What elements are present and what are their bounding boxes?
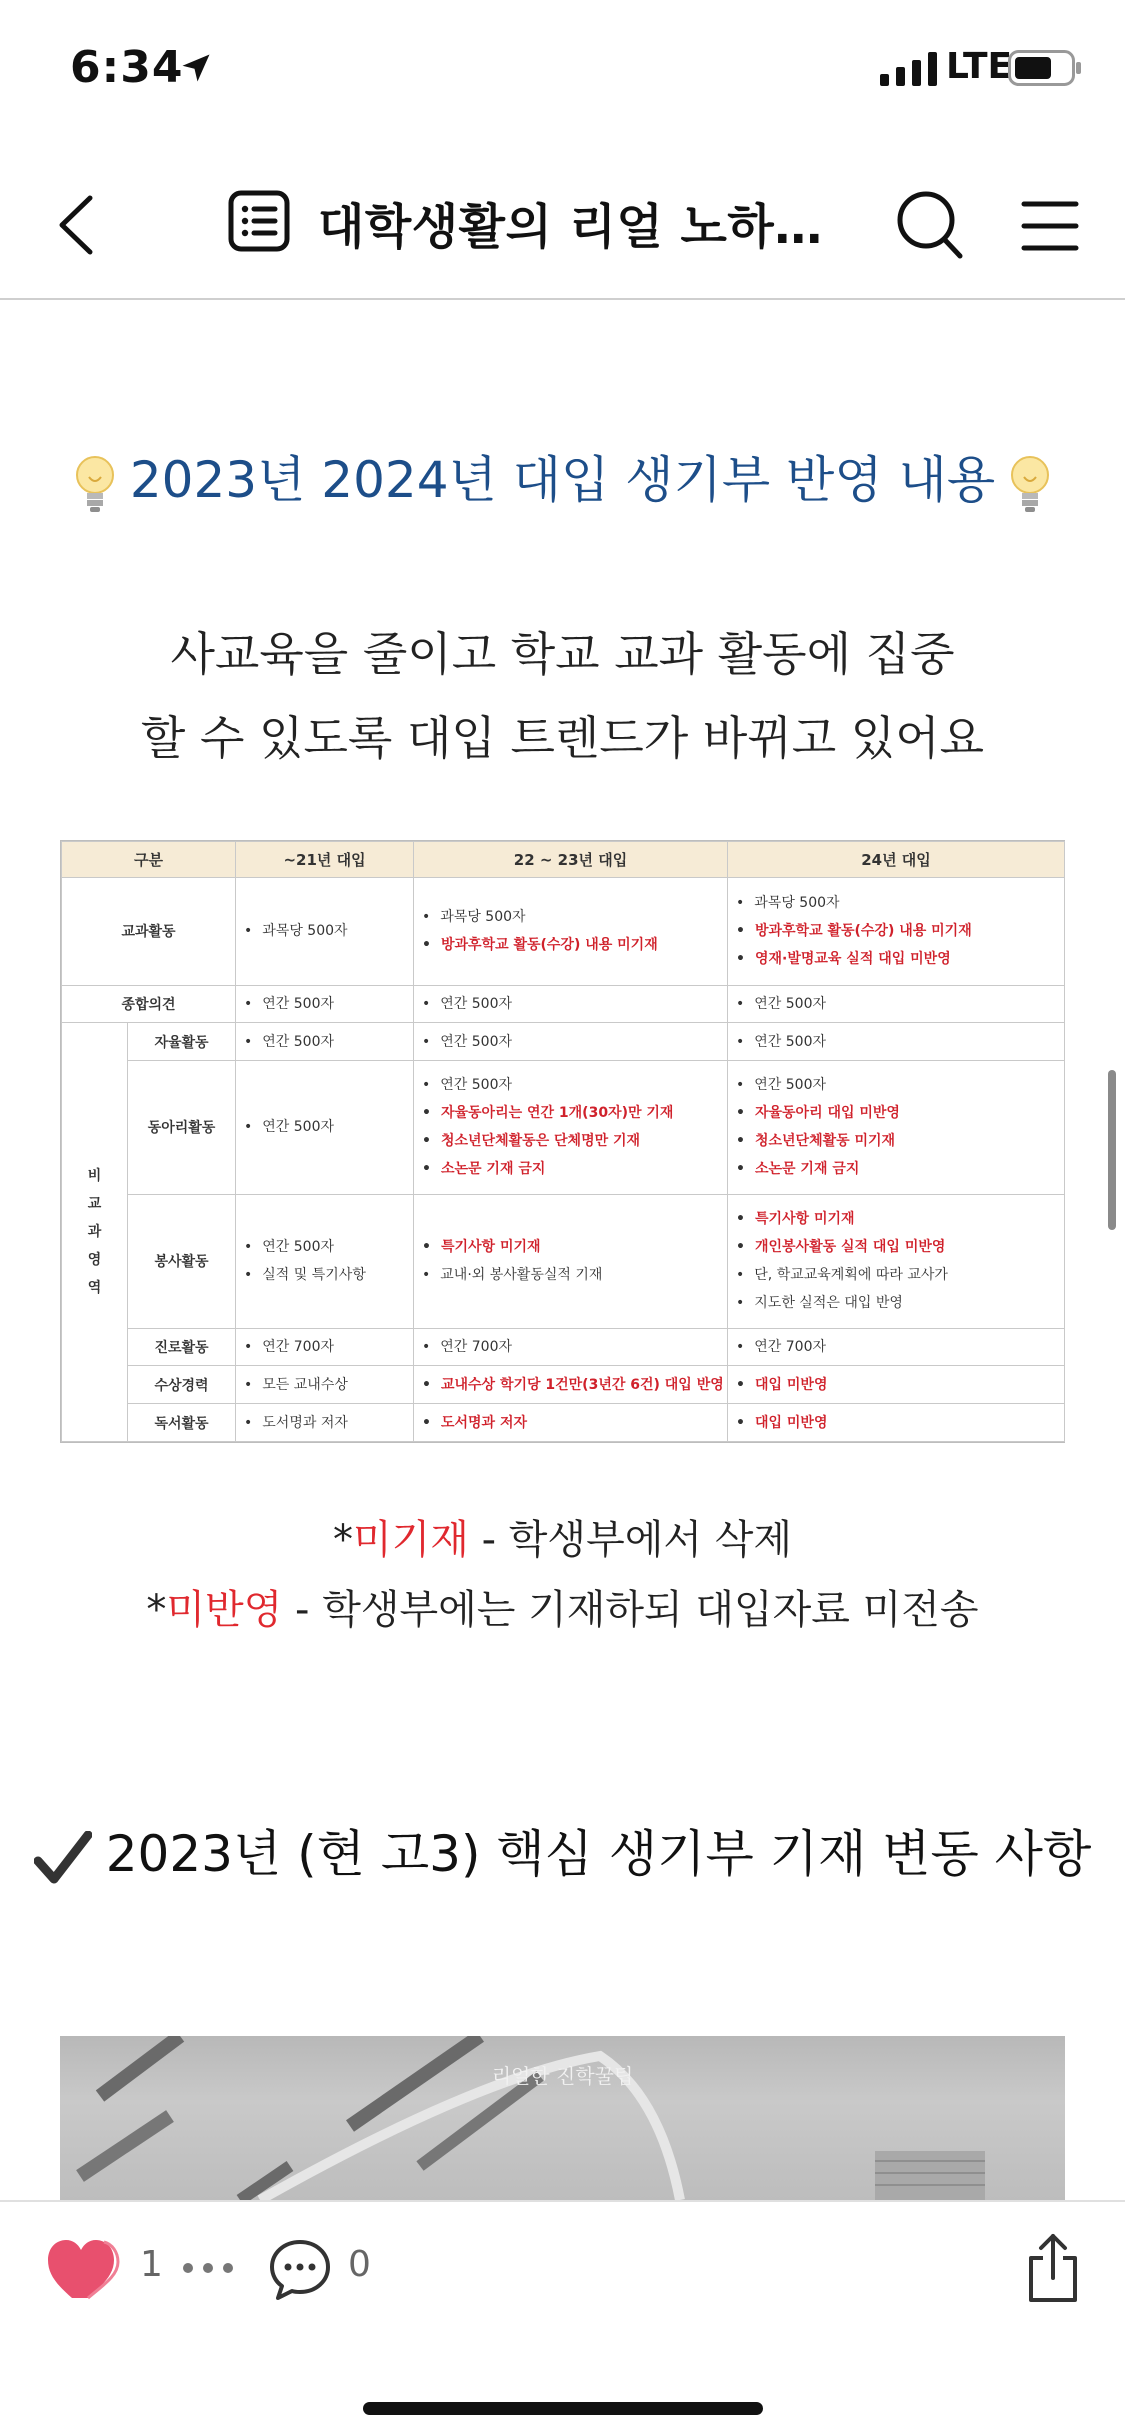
row-label: 진로활동 [128,1328,236,1366]
comment-count: 0 [348,2244,371,2285]
cell-bullet-item: • 소논문 기재 금지 [422,1155,719,1183]
cell-bullet-item: • 연간 500자 [244,1233,405,1261]
post-list-icon[interactable] [228,190,290,252]
table-cell [414,1328,728,1366]
intro-line-1: 사교육을 줄이고 학교 교과 활동에 집중 [170,627,955,681]
cell-bullet-item: • 방과후학교 활동(수강) 내용 미기재 [422,931,719,959]
table-cell [236,1366,414,1404]
cell-bullet-item: • 단, 학교교육계획에 따라 교사가 [736,1261,1056,1289]
cell-bullet-item: • 대입 미반영 [736,1371,1056,1399]
battery-icon [1008,50,1082,86]
table-row [62,1194,1065,1328]
note-prefix: * [146,1587,167,1633]
admission-comparison-table [60,840,1065,1443]
table-cell [236,985,414,1023]
cell-bullet-item: • 연간 700자 [422,1333,719,1361]
search-icon[interactable] [890,180,970,270]
note-term: 미반영 [166,1587,283,1633]
table-row [62,1404,1065,1442]
table-header: 22 ~ 23년 대입 [414,842,728,878]
more-dots-icon[interactable] [180,2260,236,2276]
table-header: 구분 [62,842,236,878]
back-chevron-icon[interactable] [48,180,108,270]
cell-bullet-item: • 소논문 기재 금지 [736,1155,1056,1183]
cell-bullet-item: • 개인봉사활동 실적 대입 미반영 [736,1233,1056,1261]
cell-bullet-item: • 특기사항 미기재 [422,1233,719,1261]
heading1-text: 2023년 2024년 대입 생기부 반영 내용 [129,451,996,509]
cell-bullet-item: • 실적 및 특기사항 [244,1261,405,1289]
table-cell [414,1366,728,1404]
table-cell [414,1023,728,1061]
table-cell [728,1366,1065,1404]
intro-line-2: 할 수 있도록 대입 트렌드가 바뀌고 있어요 [140,711,985,765]
table-cell [236,1404,414,1442]
cell-bullet-item: • 연간 500자 [244,1028,405,1056]
nav-title[interactable]: 대학생활의 리얼 노하… [318,199,823,255]
scrollbar[interactable] [1108,1070,1116,1230]
table-row [62,1328,1065,1366]
note-rest: - 학생부에는 기재하되 대입자료 미전송 [282,1587,979,1633]
section-heading-changes [0,1814,1125,1886]
cell-bullet-item: • 청소년단체활동 미기재 [736,1127,1056,1155]
cell-bullet-item: • 대입 미반영 [736,1409,1056,1437]
post-image[interactable] [60,2036,1065,2200]
note-term: 미기재 [353,1517,469,1563]
cell-bullet-item: • 자율동아리는 연간 1개(30자)만 기재 [422,1099,719,1127]
group-label-extracurricular: 비 교 과 영 역 [62,1023,128,1442]
cell-bullet-item: • 자율동아리 대입 미반영 [736,1099,1056,1127]
table-row [62,985,1065,1023]
table-cell [728,1194,1065,1328]
section-heading-admission [0,440,1125,515]
cell-bullet-item: • 특기사항 미기재 [736,1205,1056,1233]
cell-bullet-item: • 도서명과 저자 [422,1409,719,1437]
note-line [0,1508,1125,1565]
table-header: 24년 대입 [728,842,1065,878]
table-cell [728,985,1065,1023]
table-header: ~21년 대입 [236,842,414,878]
row-label: 수상경력 [128,1366,236,1404]
share-icon[interactable] [1025,2232,1081,2304]
table-row [62,1023,1065,1061]
cell-bullet-item: • 과목당 500자 [422,903,719,931]
table-row [62,1061,1065,1195]
table-cell [728,1023,1065,1061]
cell-bullet-item: • 영재·발명교육 실적 대입 미반영 [736,945,1056,973]
heading2-text: 2023년 (현 고3) 핵심 생기부 기재 변동 사항 [105,1825,1092,1883]
table-cell [414,985,728,1023]
table-cell [236,1194,414,1328]
table-cell [414,1194,728,1328]
table-cell [236,1061,414,1195]
location-arrow-icon [178,50,214,86]
cellular-signal-icon [880,52,940,86]
cell-bullet-item: • 연간 500자 [244,990,405,1018]
cell-bullet-item: • 지도한 실적은 대입 반영 [736,1289,1056,1317]
status-time: 6:34 [70,42,184,93]
table-cell [728,1404,1065,1442]
row-label: 교과활동 [62,878,236,986]
table-row [62,1366,1065,1404]
lightbulb-icon [74,453,116,515]
table-cell [728,1061,1065,1195]
table-cell [728,878,1065,986]
cell-bullet-item: • 연간 500자 [422,1071,719,1099]
home-indicator[interactable] [363,2402,763,2415]
table-cell [728,1328,1065,1366]
lightbulb-icon [1009,453,1051,515]
like-heart-icon[interactable] [46,2234,120,2302]
cell-bullet-item: • 연간 500자 [736,990,1056,1018]
table-cell [414,1061,728,1195]
table-row [62,878,1065,986]
table-cell [236,1328,414,1366]
row-label: 봉사활동 [128,1194,236,1328]
row-label: 동아리활동 [128,1061,236,1195]
cell-bullet-item: • 연간 500자 [422,1028,719,1056]
cell-bullet-item: • 과목당 500자 [244,917,405,945]
note-prefix: * [333,1517,353,1563]
hamburger-menu-icon[interactable] [1010,180,1090,270]
comment-bubble-icon[interactable] [268,2238,332,2302]
nav-bar [0,160,1125,300]
cell-bullet-item: • 연간 700자 [244,1333,405,1361]
cell-bullet-item: • 모든 교내수상 [244,1371,405,1399]
note-line [0,1578,1125,1635]
table-cell [236,878,414,986]
checkmark-icon [34,1831,92,1885]
cell-bullet-item: • 방과후학교 활동(수강) 내용 미기재 [736,917,1056,945]
note-rest: - 학생부에서 삭제 [468,1517,792,1563]
cell-bullet-item: • 교내·외 봉사활동실적 기재 [422,1261,719,1289]
cell-bullet-item: • 과목당 500자 [736,889,1056,917]
row-label: 자율활동 [128,1023,236,1061]
network-type: LTE [946,46,1013,87]
row-label: 종합의견 [62,985,236,1023]
cell-bullet-item: • 연간 700자 [736,1333,1056,1361]
table-cell [236,1023,414,1061]
cell-bullet-item: • 연간 500자 [736,1028,1056,1056]
row-label: 독서활동 [128,1404,236,1442]
table-cell [414,1404,728,1442]
bottom-action-bar [0,2200,1125,2436]
status-bar [0,0,1125,140]
cell-bullet-item: • 도서명과 저자 [244,1409,405,1437]
cell-bullet-item: • 교내수상 학기당 1건만(3년간 6건) 대입 반영 [422,1371,719,1399]
cell-bullet-item: • 연간 500자 [422,990,719,1018]
like-count: 1 [140,2244,163,2285]
cell-bullet-item: • 연간 500자 [244,1113,405,1141]
cell-bullet-item: • 연간 500자 [736,1071,1056,1099]
photo-caption: 리얼한 진학꿀팁 [491,2064,634,2088]
table-cell [414,878,728,986]
cell-bullet-item: • 청소년단체활동은 단체명만 기재 [422,1127,719,1155]
